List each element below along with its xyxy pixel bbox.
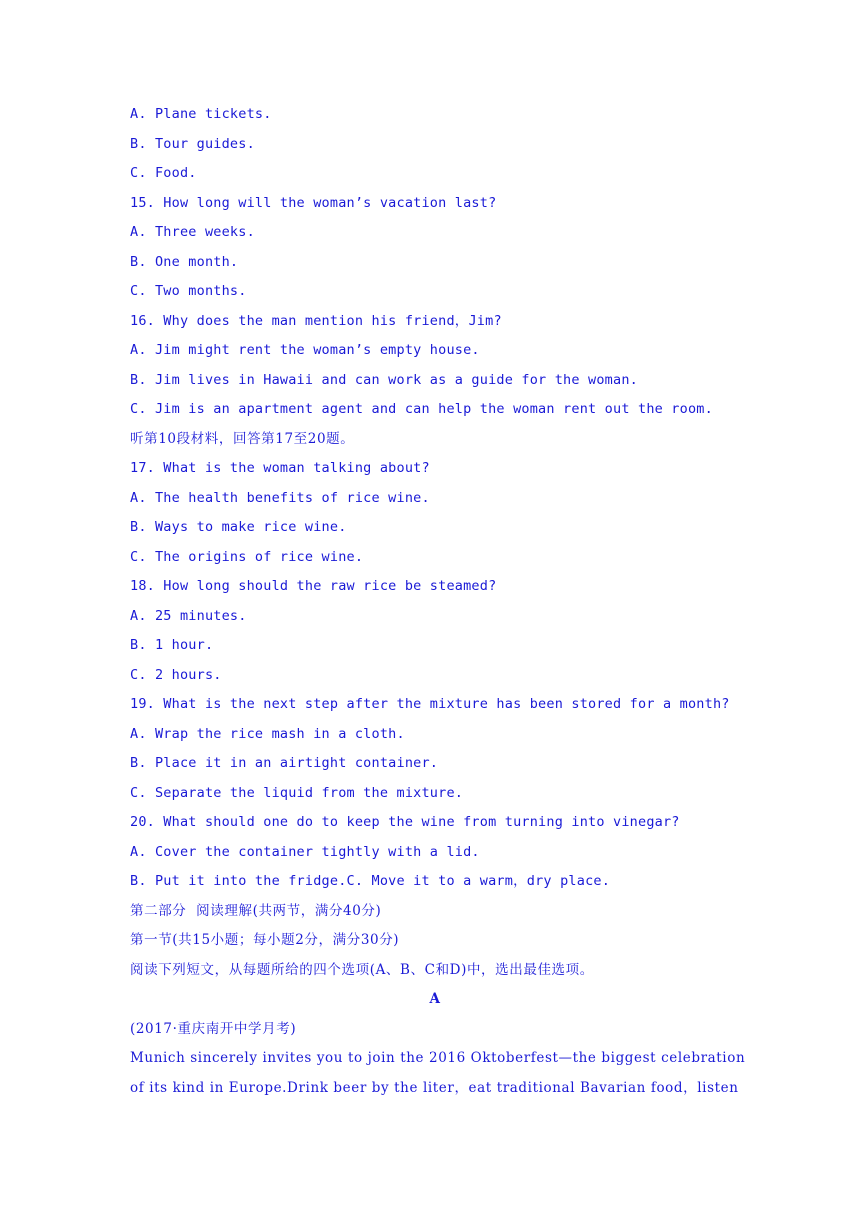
q17-option-a: A. The health benefits of rice wine.	[130, 489, 430, 506]
option-c-food: C. Food.	[130, 165, 197, 181]
q15-option-c: C. Two months.	[130, 283, 247, 299]
part-two-heading: 第二部分 阅读理解(共两节，满分40分)	[130, 902, 382, 919]
q15-option-a: A. Three weeks.	[130, 224, 255, 240]
passage-label: A	[429, 991, 441, 1007]
q18-option-b: B. 1 hour.	[130, 637, 214, 653]
reading-instruction: 阅读下列短文，从每题所给的四个选项(A、B、C和D)中，选出最佳选项。	[130, 961, 594, 978]
q16-option-b: B. Jim lives in Hawaii and can work as a guide for the woman.	[130, 371, 638, 388]
passage-source: (2017·重庆南开中学月考)	[130, 1020, 297, 1037]
passage-line-2: of its kind in Europe.Drink beer by the liter，eat traditional Bavarian food，listen	[130, 1079, 739, 1096]
q16-option-a: A. Jim might rent the woman’s empty house.	[130, 342, 480, 358]
q20-option-a: A. Cover the container tightly with a lid.	[130, 843, 480, 860]
option-a-plane-tickets: A. Plane tickets.	[130, 106, 272, 122]
section-instruction-material-10: 听第10段材料，回答第17至20题。	[130, 430, 355, 447]
q15-option-b: B. One month.	[130, 253, 239, 270]
q17-option-c: C. The origins of rice wine.	[130, 548, 364, 565]
q19-option-a: A. Wrap the rice mash in a cloth.	[130, 725, 405, 742]
section-one-heading: 第一节(共15小题；每小题2分，满分30分)	[130, 932, 400, 948]
q16-option-c: C. Jim is an apartment agent and can help the woman rent out the room.	[130, 401, 713, 417]
question-17: 17. What is the woman talking about?	[130, 460, 430, 476]
q19-option-b: B. Place it in an airtight container.	[130, 755, 439, 771]
question-15: 15. How long will the woman’s vacation last?	[130, 194, 497, 211]
q17-option-b: B. Ways to make rice wine.	[130, 519, 347, 535]
question-19: 19. What is the next step after the mixture has been stored for a month?	[130, 696, 730, 712]
q20-options-b-c: B. Put it into the fridge.C. Move it to a warm，dry place.	[130, 873, 611, 889]
question-20: 20. What should one do to keep the wine from turning into vinegar?	[130, 814, 680, 830]
q19-option-c: C. Separate the liquid from the mixture.	[130, 784, 464, 801]
question-16: 16. Why does the man mention his friend，Jim?	[130, 312, 502, 329]
question-18: 18. How long should the raw rice be steamed?	[130, 578, 497, 594]
q18-option-a: A. 25 minutes.	[130, 607, 247, 624]
document-page	[130, 100, 746, 1103]
passage-line-1: Munich sincerely invites you to join the 2016 Oktoberfest—the biggest celebration	[130, 1050, 746, 1066]
q18-option-c: C. 2 hours.	[130, 666, 222, 683]
option-b-tour-guides: B. Tour guides.	[130, 135, 255, 152]
